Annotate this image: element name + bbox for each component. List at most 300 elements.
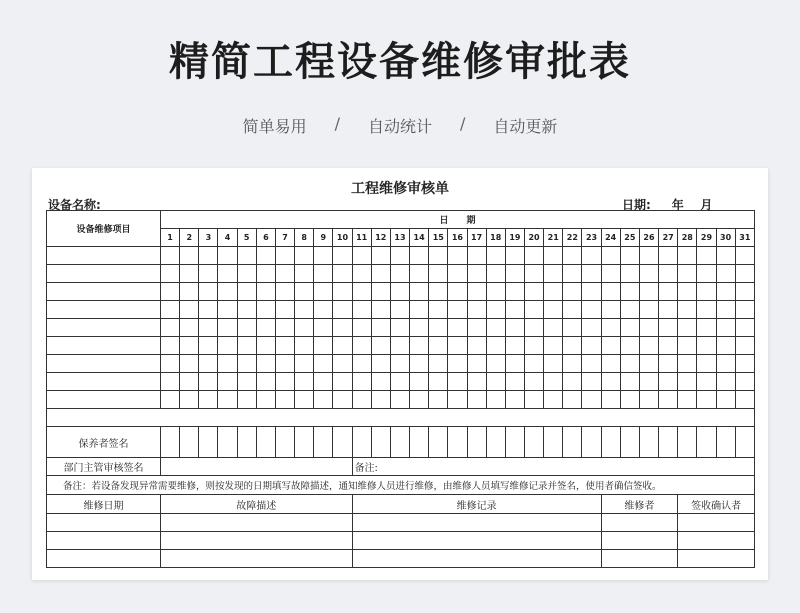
table-cell[interactable] [275,265,294,283]
table-cell[interactable] [218,391,237,409]
table-cell[interactable] [601,337,620,355]
table-cell[interactable] [659,319,678,337]
table-cell[interactable] [659,355,678,373]
table-cell[interactable] [47,409,755,427]
table-cell[interactable] [410,265,429,283]
table-cell[interactable] [429,373,448,391]
table-cell[interactable] [620,247,639,265]
table-cell[interactable] [352,532,601,550]
table-cell[interactable] [371,319,390,337]
table-cell[interactable] [333,373,352,391]
table-cell[interactable] [237,391,256,409]
table-cell[interactable] [505,283,524,301]
table-cell[interactable] [601,301,620,319]
table-cell[interactable] [333,355,352,373]
table-cell[interactable] [161,319,180,337]
table-cell[interactable] [218,373,237,391]
table-cell[interactable] [218,247,237,265]
table-cell[interactable] [524,337,543,355]
table-cell[interactable] [256,301,275,319]
table-cell[interactable] [716,265,735,283]
table-cell[interactable] [735,265,754,283]
table-cell[interactable] [161,532,353,550]
table-cell[interactable] [448,337,467,355]
table-cell[interactable] [295,355,314,373]
table-cell[interactable] [563,283,582,301]
table-cell[interactable] [716,301,735,319]
table-cell[interactable] [620,373,639,391]
table-cell[interactable] [659,337,678,355]
table-cell[interactable] [410,337,429,355]
table-cell[interactable] [486,373,505,391]
table-cell[interactable] [620,355,639,373]
table-cell[interactable] [180,319,199,337]
table-cell[interactable] [429,355,448,373]
table-cell[interactable] [410,247,429,265]
table-cell[interactable] [352,373,371,391]
sign-cell[interactable] [180,427,199,458]
table-cell[interactable] [314,391,333,409]
table-cell[interactable] [218,283,237,301]
table-cell[interactable] [467,391,486,409]
table-cell[interactable] [639,301,658,319]
table-cell[interactable] [47,283,161,301]
table-cell[interactable] [333,337,352,355]
table-cell[interactable] [390,265,409,283]
table-cell[interactable] [275,319,294,337]
table-cell[interactable] [697,283,716,301]
table-cell[interactable] [582,319,601,337]
table-cell[interactable] [735,373,754,391]
table-cell[interactable] [410,319,429,337]
sign-cell[interactable] [524,427,543,458]
table-cell[interactable] [524,373,543,391]
table-cell[interactable] [601,247,620,265]
table-cell[interactable] [735,391,754,409]
table-cell[interactable] [620,319,639,337]
table-cell[interactable] [620,391,639,409]
table-cell[interactable] [639,391,658,409]
table-cell[interactable] [582,373,601,391]
table-cell[interactable] [352,337,371,355]
table-cell[interactable] [47,514,161,532]
table-cell[interactable] [505,373,524,391]
table-cell[interactable] [486,283,505,301]
sign-cell[interactable] [486,427,505,458]
table-cell[interactable] [237,265,256,283]
table-cell[interactable] [716,283,735,301]
table-cell[interactable] [180,247,199,265]
sign-cell[interactable] [697,427,716,458]
table-cell[interactable] [697,355,716,373]
table-cell[interactable] [333,265,352,283]
table-cell[interactable] [486,337,505,355]
table-cell[interactable] [410,391,429,409]
table-cell[interactable] [47,265,161,283]
table-cell[interactable] [256,247,275,265]
table-cell[interactable] [639,373,658,391]
table-cell[interactable] [161,337,180,355]
table-cell[interactable] [390,247,409,265]
sign-cell[interactable] [275,427,294,458]
table-cell[interactable] [371,337,390,355]
sign-cell[interactable] [678,427,697,458]
table-cell[interactable] [486,265,505,283]
table-cell[interactable] [180,283,199,301]
table-cell[interactable] [716,355,735,373]
table-cell[interactable] [716,247,735,265]
table-cell[interactable] [678,391,697,409]
table-cell[interactable] [467,355,486,373]
table-cell[interactable] [352,355,371,373]
table-cell[interactable] [735,283,754,301]
table-cell[interactable] [314,337,333,355]
table-cell[interactable] [237,301,256,319]
table-cell[interactable] [620,301,639,319]
table-cell[interactable] [218,355,237,373]
table-cell[interactable] [620,337,639,355]
remark-label[interactable]: 备注: [352,458,754,476]
sign-cell[interactable] [371,427,390,458]
table-cell[interactable] [582,337,601,355]
table-cell[interactable] [410,283,429,301]
table-cell[interactable] [697,265,716,283]
table-cell[interactable] [678,283,697,301]
table-cell[interactable] [371,301,390,319]
table-cell[interactable] [256,355,275,373]
table-cell[interactable] [563,247,582,265]
table-cell[interactable] [199,283,218,301]
table-cell[interactable] [371,265,390,283]
table-cell[interactable] [486,301,505,319]
table-cell[interactable] [678,319,697,337]
sign-cell[interactable] [295,427,314,458]
table-cell[interactable] [544,301,563,319]
sign-cell[interactable] [314,427,333,458]
sign-cell[interactable] [639,427,658,458]
sign-cell[interactable] [237,427,256,458]
table-cell[interactable] [237,283,256,301]
table-cell[interactable] [429,337,448,355]
table-cell[interactable] [639,319,658,337]
table-cell[interactable] [429,283,448,301]
table-cell[interactable] [180,355,199,373]
table-cell[interactable] [697,247,716,265]
sign-cell[interactable] [448,427,467,458]
table-cell[interactable] [314,265,333,283]
table-cell[interactable] [256,283,275,301]
table-cell[interactable] [295,373,314,391]
sign-cell[interactable] [429,427,448,458]
table-cell[interactable] [333,301,352,319]
table-cell[interactable] [199,391,218,409]
table-cell[interactable] [161,514,353,532]
table-cell[interactable] [716,391,735,409]
table-cell[interactable] [697,337,716,355]
table-cell[interactable] [161,391,180,409]
table-cell[interactable] [678,337,697,355]
table-cell[interactable] [524,247,543,265]
table-cell[interactable] [352,247,371,265]
table-cell[interactable] [218,265,237,283]
table-cell[interactable] [659,391,678,409]
table-cell[interactable] [639,247,658,265]
table-cell[interactable] [314,355,333,373]
table-cell[interactable] [47,319,161,337]
table-cell[interactable] [544,283,563,301]
table-cell[interactable] [486,247,505,265]
table-cell[interactable] [678,265,697,283]
table-cell[interactable] [544,355,563,373]
table-cell[interactable] [371,247,390,265]
table-cell[interactable] [180,337,199,355]
sign-cell[interactable] [333,427,352,458]
table-cell[interactable] [659,373,678,391]
table-cell[interactable] [47,391,161,409]
sign-cell[interactable] [563,427,582,458]
table-cell[interactable] [601,355,620,373]
table-cell[interactable] [544,247,563,265]
table-cell[interactable] [448,283,467,301]
table-cell[interactable] [563,337,582,355]
table-cell[interactable] [544,265,563,283]
table-cell[interactable] [678,514,755,532]
table-cell[interactable] [505,301,524,319]
table-cell[interactable] [314,319,333,337]
table-cell[interactable] [429,319,448,337]
table-cell[interactable] [161,550,353,568]
table-cell[interactable] [678,550,755,568]
table-cell[interactable] [486,355,505,373]
table-cell[interactable] [256,391,275,409]
table-cell[interactable] [448,319,467,337]
table-cell[interactable] [544,391,563,409]
table-cell[interactable] [371,373,390,391]
table-cell[interactable] [524,301,543,319]
table-cell[interactable] [582,283,601,301]
table-cell[interactable] [524,391,543,409]
table-cell[interactable] [47,247,161,265]
table-cell[interactable] [735,337,754,355]
table-cell[interactable] [735,247,754,265]
table-cell[interactable] [467,373,486,391]
table-cell[interactable] [180,265,199,283]
table-cell[interactable] [467,247,486,265]
table-cell[interactable] [275,337,294,355]
table-cell[interactable] [639,337,658,355]
table-cell[interactable] [678,532,755,550]
sign-cell[interactable] [544,427,563,458]
table-cell[interactable] [563,355,582,373]
table-cell[interactable] [390,355,409,373]
table-cell[interactable] [582,391,601,409]
table-cell[interactable] [314,373,333,391]
table-cell[interactable] [429,391,448,409]
table-cell[interactable] [620,265,639,283]
table-cell[interactable] [697,319,716,337]
table-cell[interactable] [295,247,314,265]
table-cell[interactable] [601,550,678,568]
table-cell[interactable] [352,514,601,532]
sign-cell[interactable] [620,427,639,458]
table-cell[interactable] [448,265,467,283]
table-cell[interactable] [659,247,678,265]
table-cell[interactable] [314,283,333,301]
table-cell[interactable] [161,373,180,391]
table-cell[interactable] [563,391,582,409]
table-cell[interactable] [563,373,582,391]
table-cell[interactable] [659,283,678,301]
table-cell[interactable] [563,319,582,337]
table-cell[interactable] [180,373,199,391]
table-cell[interactable] [333,391,352,409]
table-cell[interactable] [448,391,467,409]
sign-cell[interactable] [601,427,620,458]
table-cell[interactable] [390,301,409,319]
table-cell[interactable] [47,337,161,355]
table-cell[interactable] [467,283,486,301]
table-cell[interactable] [620,283,639,301]
table-cell[interactable] [199,355,218,373]
table-cell[interactable] [295,265,314,283]
table-cell[interactable] [275,283,294,301]
table-cell[interactable] [601,283,620,301]
sign-cell[interactable] [256,427,275,458]
table-cell[interactable] [390,283,409,301]
table-cell[interactable] [161,355,180,373]
table-cell[interactable] [601,373,620,391]
sign-cell[interactable] [659,427,678,458]
sign-cell[interactable] [582,427,601,458]
table-cell[interactable] [161,283,180,301]
table-cell[interactable] [678,355,697,373]
sign-cell[interactable] [352,427,371,458]
sign-cell[interactable] [218,427,237,458]
table-cell[interactable] [659,301,678,319]
table-cell[interactable] [47,301,161,319]
table-cell[interactable] [333,319,352,337]
table-cell[interactable] [161,301,180,319]
table-cell[interactable] [295,391,314,409]
table-cell[interactable] [582,355,601,373]
table-cell[interactable] [237,373,256,391]
table-cell[interactable] [352,265,371,283]
table-cell[interactable] [390,373,409,391]
table-cell[interactable] [352,301,371,319]
table-cell[interactable] [199,337,218,355]
table-cell[interactable] [735,319,754,337]
table-cell[interactable] [390,337,409,355]
table-cell[interactable] [544,319,563,337]
table-cell[interactable] [601,514,678,532]
table-cell[interactable] [371,391,390,409]
table-cell[interactable] [697,301,716,319]
table-cell[interactable] [697,373,716,391]
table-cell[interactable] [448,301,467,319]
table-cell[interactable] [275,355,294,373]
table-cell[interactable] [505,319,524,337]
table-cell[interactable] [237,355,256,373]
table-cell[interactable] [716,319,735,337]
table-cell[interactable] [333,247,352,265]
table-cell[interactable] [448,355,467,373]
table-cell[interactable] [429,265,448,283]
table-cell[interactable] [716,373,735,391]
dept-sign-cell[interactable] [161,458,353,476]
table-cell[interactable] [505,247,524,265]
table-cell[interactable] [486,391,505,409]
table-cell[interactable] [256,319,275,337]
table-cell[interactable] [544,373,563,391]
sign-cell[interactable] [505,427,524,458]
table-cell[interactable] [180,301,199,319]
table-cell[interactable] [467,265,486,283]
table-cell[interactable] [448,373,467,391]
sign-cell[interactable] [716,427,735,458]
table-cell[interactable] [390,319,409,337]
table-cell[interactable] [716,337,735,355]
table-cell[interactable] [237,247,256,265]
table-cell[interactable] [199,319,218,337]
table-cell[interactable] [524,355,543,373]
table-cell[interactable] [486,319,505,337]
table-cell[interactable] [161,247,180,265]
table-cell[interactable] [390,391,409,409]
table-cell[interactable] [295,337,314,355]
table-cell[interactable] [505,265,524,283]
table-cell[interactable] [180,391,199,409]
sign-cell[interactable] [161,427,180,458]
table-cell[interactable] [467,337,486,355]
table-cell[interactable] [256,265,275,283]
table-cell[interactable] [582,265,601,283]
table-cell[interactable] [678,373,697,391]
table-cell[interactable] [371,283,390,301]
sign-cell[interactable] [467,427,486,458]
table-cell[interactable] [256,337,275,355]
table-cell[interactable] [582,247,601,265]
table-cell[interactable] [601,391,620,409]
table-cell[interactable] [467,301,486,319]
table-cell[interactable] [410,373,429,391]
sign-cell[interactable] [735,427,754,458]
table-cell[interactable] [314,301,333,319]
table-cell[interactable] [237,337,256,355]
table-cell[interactable] [563,265,582,283]
table-cell[interactable] [448,247,467,265]
sign-cell[interactable] [390,427,409,458]
table-cell[interactable] [678,247,697,265]
table-cell[interactable] [639,265,658,283]
table-cell[interactable] [524,265,543,283]
table-cell[interactable] [352,391,371,409]
table-cell[interactable] [505,391,524,409]
table-cell[interactable] [333,283,352,301]
table-cell[interactable] [601,532,678,550]
table-cell[interactable] [314,247,333,265]
table-cell[interactable] [505,355,524,373]
table-cell[interactable] [505,337,524,355]
table-cell[interactable] [371,355,390,373]
table-cell[interactable] [524,283,543,301]
table-cell[interactable] [237,319,256,337]
table-cell[interactable] [467,319,486,337]
table-cell[interactable] [256,373,275,391]
table-cell[interactable] [697,391,716,409]
table-cell[interactable] [47,550,161,568]
table-cell[interactable] [275,301,294,319]
table-cell[interactable] [639,283,658,301]
